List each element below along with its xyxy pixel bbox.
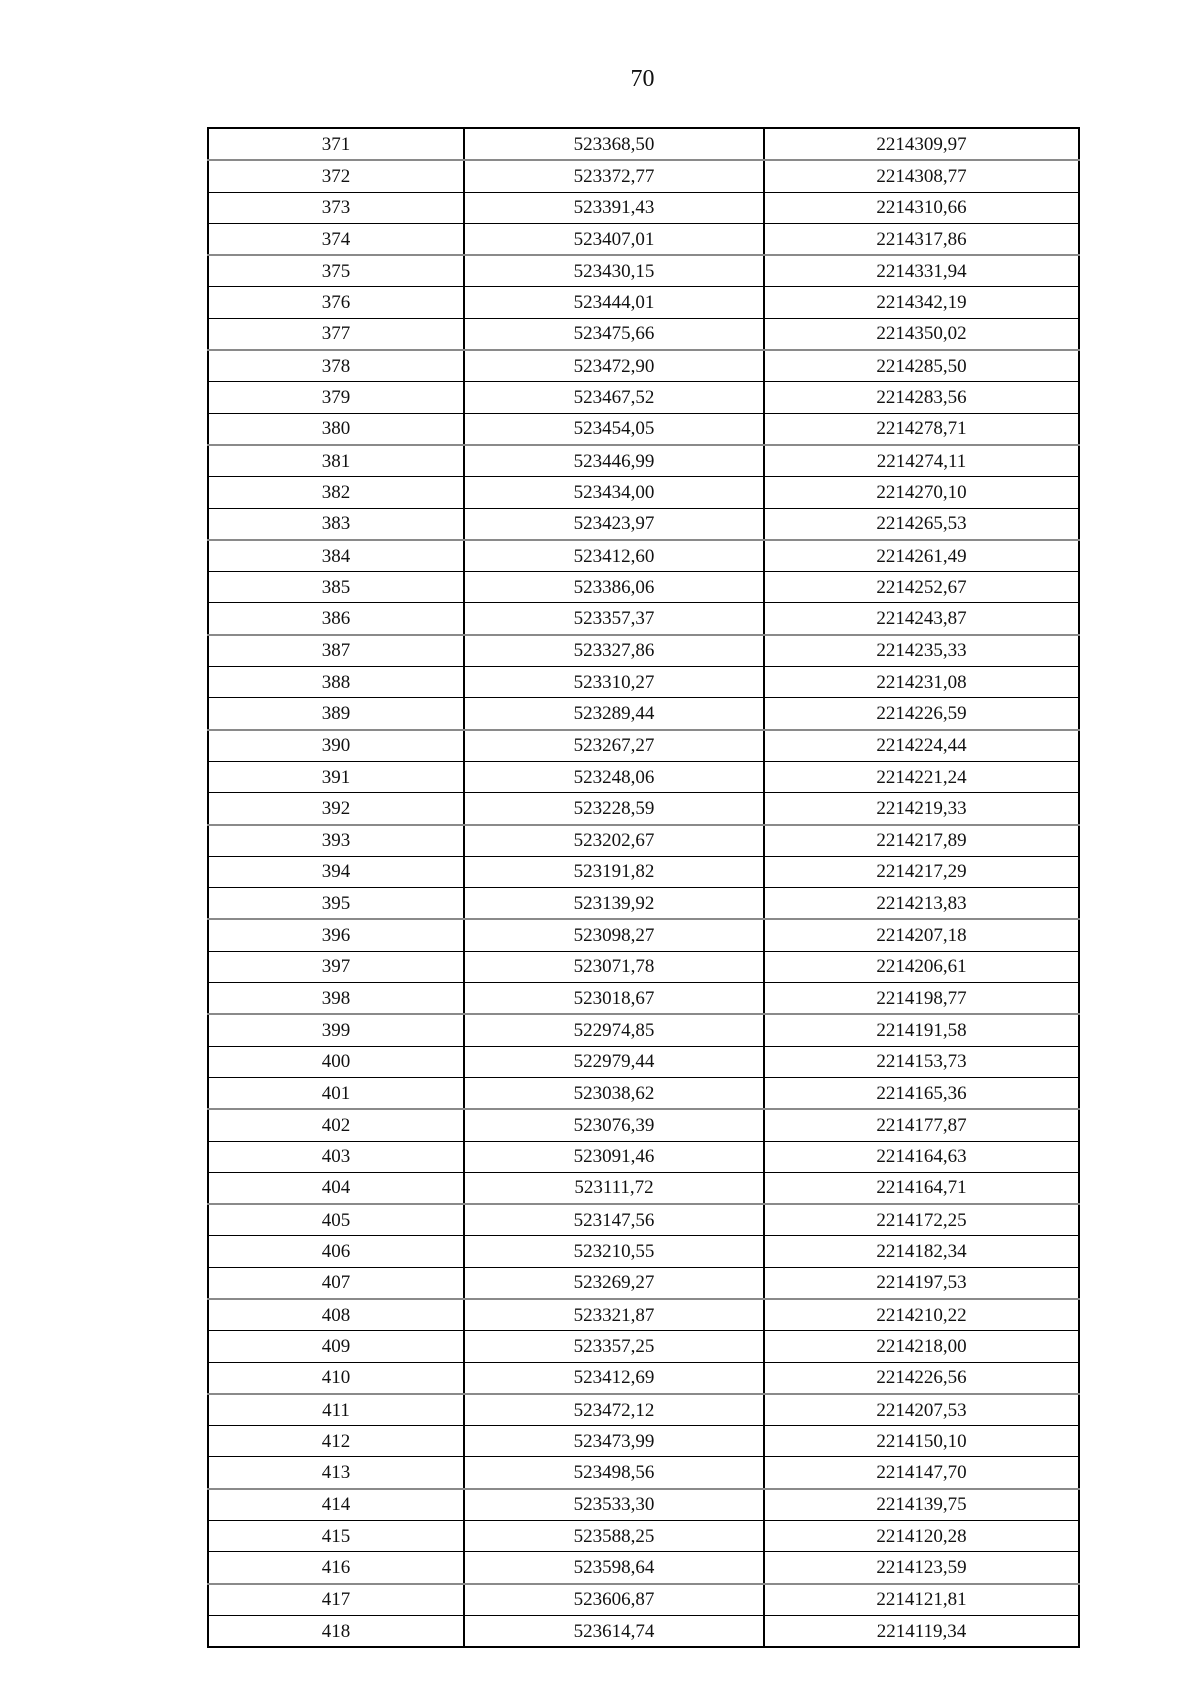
point-number-cell: 385: [208, 572, 464, 603]
coordinate-y-cell: 2214177,87: [764, 1109, 1079, 1141]
point-number-cell: 392: [208, 793, 464, 825]
coordinate-x-cell: 523391,43: [464, 192, 764, 223]
point-number-cell: 389: [208, 698, 464, 730]
coordinate-x-cell: 523598,64: [464, 1552, 764, 1584]
table-row: [208, 255, 1079, 287]
table-row: [208, 223, 1079, 255]
table-row: [208, 1457, 1079, 1489]
coordinate-y-cell: 2214217,29: [764, 856, 1079, 887]
coordinate-x-cell: 523454,05: [464, 413, 764, 445]
point-number-cell: 418: [208, 1615, 464, 1647]
point-number-cell: 384: [208, 540, 464, 572]
coordinate-x-cell: 522974,85: [464, 1014, 764, 1046]
point-number-cell: 375: [208, 255, 464, 287]
point-number-cell: 407: [208, 1267, 464, 1299]
coordinate-y-cell: 2214121,81: [764, 1584, 1079, 1616]
table-row: [208, 919, 1079, 951]
coordinate-y-cell: 2214182,34: [764, 1236, 1079, 1267]
coordinate-y-cell: 2214226,56: [764, 1362, 1079, 1394]
point-number-cell: 386: [208, 603, 464, 635]
coordinate-x-cell: 523412,69: [464, 1362, 764, 1394]
table-row: [208, 1584, 1079, 1616]
point-number-cell: 401: [208, 1077, 464, 1109]
coordinate-y-cell: 2214191,58: [764, 1014, 1079, 1046]
table-row: [208, 1299, 1079, 1331]
table-row: [208, 1331, 1079, 1362]
coordinate-x-cell: 523606,87: [464, 1584, 764, 1616]
point-number-cell: 398: [208, 983, 464, 1015]
table-row: [208, 413, 1079, 445]
coordinate-x-cell: 523091,46: [464, 1141, 764, 1172]
table-row: [208, 572, 1079, 603]
table-row: [208, 635, 1079, 667]
point-number-cell: 397: [208, 951, 464, 982]
coordinate-x-cell: 523248,06: [464, 761, 764, 792]
coordinate-x-cell: 523588,25: [464, 1521, 764, 1552]
coordinate-x-cell: 523228,59: [464, 793, 764, 825]
coordinate-y-cell: 2214310,66: [764, 192, 1079, 223]
coordinate-x-cell: 523038,62: [464, 1077, 764, 1109]
coordinate-y-cell: 2214278,71: [764, 413, 1079, 445]
point-number-cell: 378: [208, 350, 464, 382]
coordinate-y-cell: 2214206,61: [764, 951, 1079, 982]
point-number-cell: 377: [208, 318, 464, 350]
coordinate-y-cell: 2214309,97: [764, 128, 1079, 160]
coordinate-y-cell: 2214119,34: [764, 1615, 1079, 1647]
table-row: [208, 888, 1079, 920]
coordinate-x-cell: 523357,37: [464, 603, 764, 635]
point-number-cell: 395: [208, 888, 464, 920]
table-row: [208, 667, 1079, 698]
point-number-cell: 393: [208, 825, 464, 857]
table-row: [208, 1426, 1079, 1457]
coordinate-y-cell: 2214331,94: [764, 255, 1079, 287]
coordinate-y-cell: 2214139,75: [764, 1489, 1079, 1521]
table-row: [208, 318, 1079, 350]
coordinate-y-cell: 2214207,18: [764, 919, 1079, 951]
coordinate-x-cell: 523430,15: [464, 255, 764, 287]
coordinate-x-cell: 523310,27: [464, 667, 764, 698]
point-number-cell: 388: [208, 667, 464, 698]
coordinate-y-cell: 2214283,56: [764, 382, 1079, 413]
coordinate-x-cell: 523407,01: [464, 223, 764, 255]
coordinate-y-cell: 2214235,33: [764, 635, 1079, 667]
point-number-cell: 406: [208, 1236, 464, 1267]
point-number-cell: 404: [208, 1172, 464, 1204]
table-row: [208, 128, 1079, 160]
coordinate-y-cell: 2214226,59: [764, 698, 1079, 730]
coordinate-y-cell: 2214252,67: [764, 572, 1079, 603]
coordinate-x-cell: 523098,27: [464, 919, 764, 951]
table-row: [208, 1204, 1079, 1236]
point-number-cell: 371: [208, 128, 464, 160]
point-number-cell: 381: [208, 445, 464, 477]
coordinate-x-cell: 523111,72: [464, 1172, 764, 1204]
coordinate-x-cell: 523076,39: [464, 1109, 764, 1141]
coordinate-y-cell: 2214261,49: [764, 540, 1079, 572]
coordinate-y-cell: 2214120,28: [764, 1521, 1079, 1552]
coordinates-table: [207, 127, 1080, 1648]
table-row: [208, 1362, 1079, 1394]
point-number-cell: 399: [208, 1014, 464, 1046]
coordinate-x-cell: 523533,30: [464, 1489, 764, 1521]
coordinate-x-cell: 523423,97: [464, 508, 764, 540]
coordinate-x-cell: 523473,99: [464, 1426, 764, 1457]
coordinate-y-cell: 2214153,73: [764, 1046, 1079, 1077]
point-number-cell: 408: [208, 1299, 464, 1331]
coordinate-x-cell: 523368,50: [464, 128, 764, 160]
point-number-cell: 412: [208, 1426, 464, 1457]
coordinate-x-cell: 523289,44: [464, 698, 764, 730]
table-row: [208, 1489, 1079, 1521]
coordinate-y-cell: 2214213,83: [764, 888, 1079, 920]
coordinate-y-cell: 2214350,02: [764, 318, 1079, 350]
coordinate-y-cell: 2214172,25: [764, 1204, 1079, 1236]
table-row: [208, 1014, 1079, 1046]
coordinate-x-cell: 523444,01: [464, 287, 764, 318]
point-number-cell: 409: [208, 1331, 464, 1362]
coordinate-x-cell: 523191,82: [464, 856, 764, 887]
table-row: [208, 1109, 1079, 1141]
coordinate-x-cell: 523202,67: [464, 825, 764, 857]
coordinate-y-cell: 2214342,19: [764, 287, 1079, 318]
table-row: [208, 730, 1079, 762]
point-number-cell: 415: [208, 1521, 464, 1552]
coordinate-y-cell: 2214308,77: [764, 160, 1079, 192]
coordinate-y-cell: 2214270,10: [764, 477, 1079, 508]
coordinate-x-cell: 523467,52: [464, 382, 764, 413]
table-row: [208, 192, 1079, 223]
coordinate-y-cell: 2214231,08: [764, 667, 1079, 698]
coordinate-y-cell: 2214198,77: [764, 983, 1079, 1015]
coordinate-y-cell: 2214165,36: [764, 1077, 1079, 1109]
coordinate-x-cell: 523472,90: [464, 350, 764, 382]
coordinate-y-cell: 2214217,89: [764, 825, 1079, 857]
table-row: [208, 350, 1079, 382]
point-number-cell: 373: [208, 192, 464, 223]
table-row: [208, 1615, 1079, 1647]
table-row: [208, 1077, 1079, 1109]
point-number-cell: 374: [208, 223, 464, 255]
coordinate-x-cell: 522979,44: [464, 1046, 764, 1077]
point-number-cell: 382: [208, 477, 464, 508]
point-number-cell: 380: [208, 413, 464, 445]
coordinate-y-cell: 2214210,22: [764, 1299, 1079, 1331]
point-number-cell: 391: [208, 761, 464, 792]
coordinate-y-cell: 2214221,24: [764, 761, 1079, 792]
coordinate-x-cell: 523139,92: [464, 888, 764, 920]
coordinate-x-cell: 523386,06: [464, 572, 764, 603]
table-row: [208, 793, 1079, 825]
coordinate-x-cell: 523267,27: [464, 730, 764, 762]
point-number-cell: 400: [208, 1046, 464, 1077]
table-row: [208, 1394, 1079, 1426]
point-number-cell: 411: [208, 1394, 464, 1426]
table-row: [208, 477, 1079, 508]
coordinate-x-cell: 523372,77: [464, 160, 764, 192]
coordinate-x-cell: 523071,78: [464, 951, 764, 982]
coordinates-table-body: [208, 128, 1079, 1647]
table-row: [208, 1552, 1079, 1584]
table-row: [208, 1267, 1079, 1299]
point-number-cell: 394: [208, 856, 464, 887]
coordinate-x-cell: 523327,86: [464, 635, 764, 667]
table-row: [208, 540, 1079, 572]
point-number-cell: 414: [208, 1489, 464, 1521]
point-number-cell: 403: [208, 1141, 464, 1172]
table-row: [208, 1236, 1079, 1267]
point-number-cell: 376: [208, 287, 464, 318]
point-number-cell: 383: [208, 508, 464, 540]
coordinate-y-cell: 2214265,53: [764, 508, 1079, 540]
coordinate-y-cell: 2214285,50: [764, 350, 1079, 382]
table-row: [208, 1521, 1079, 1552]
coordinate-y-cell: 2214147,70: [764, 1457, 1079, 1489]
point-number-cell: 410: [208, 1362, 464, 1394]
table-row: [208, 761, 1079, 792]
point-number-cell: 372: [208, 160, 464, 192]
table-row: [208, 1046, 1079, 1077]
coordinate-y-cell: 2214150,10: [764, 1426, 1079, 1457]
point-number-cell: 413: [208, 1457, 464, 1489]
coordinate-x-cell: 523498,56: [464, 1457, 764, 1489]
coordinate-y-cell: 2214123,59: [764, 1552, 1079, 1584]
coordinate-y-cell: 2214164,71: [764, 1172, 1079, 1204]
point-number-cell: 417: [208, 1584, 464, 1616]
point-number-cell: 405: [208, 1204, 464, 1236]
table-row: [208, 160, 1079, 192]
table-row: [208, 856, 1079, 887]
coordinate-y-cell: 2214317,86: [764, 223, 1079, 255]
point-number-cell: 402: [208, 1109, 464, 1141]
coordinate-x-cell: 523147,56: [464, 1204, 764, 1236]
coordinate-x-cell: 523210,55: [464, 1236, 764, 1267]
point-number-cell: 416: [208, 1552, 464, 1584]
coordinate-x-cell: 523412,60: [464, 540, 764, 572]
coordinate-x-cell: 523321,87: [464, 1299, 764, 1331]
coordinate-x-cell: 523475,66: [464, 318, 764, 350]
table-row: [208, 603, 1079, 635]
coordinate-y-cell: 2214219,33: [764, 793, 1079, 825]
coordinate-x-cell: 523018,67: [464, 983, 764, 1015]
coordinate-x-cell: 523269,27: [464, 1267, 764, 1299]
table-row: [208, 1172, 1079, 1204]
page-number: 70: [630, 66, 655, 92]
table-row: [208, 983, 1079, 1015]
coordinate-y-cell: 2214207,53: [764, 1394, 1079, 1426]
table-row: [208, 825, 1079, 857]
coordinate-y-cell: 2214274,11: [764, 445, 1079, 477]
point-number-cell: 387: [208, 635, 464, 667]
table-row: [208, 382, 1079, 413]
coordinate-y-cell: 2214197,53: [764, 1267, 1079, 1299]
coordinate-y-cell: 2214243,87: [764, 603, 1079, 635]
point-number-cell: 390: [208, 730, 464, 762]
coordinate-x-cell: 523614,74: [464, 1615, 764, 1647]
table-row: [208, 951, 1079, 982]
table-row: [208, 698, 1079, 730]
point-number-cell: 396: [208, 919, 464, 951]
point-number-cell: 379: [208, 382, 464, 413]
coordinate-x-cell: 523446,99: [464, 445, 764, 477]
coordinate-y-cell: 2214164,63: [764, 1141, 1079, 1172]
table-row: [208, 287, 1079, 318]
table-row: [208, 445, 1079, 477]
coordinate-y-cell: 2214218,00: [764, 1331, 1079, 1362]
coordinate-x-cell: 523434,00: [464, 477, 764, 508]
coordinate-x-cell: 523357,25: [464, 1331, 764, 1362]
coordinate-y-cell: 2214224,44: [764, 730, 1079, 762]
table-row: [208, 1141, 1079, 1172]
coordinate-x-cell: 523472,12: [464, 1394, 764, 1426]
table-row: [208, 508, 1079, 540]
